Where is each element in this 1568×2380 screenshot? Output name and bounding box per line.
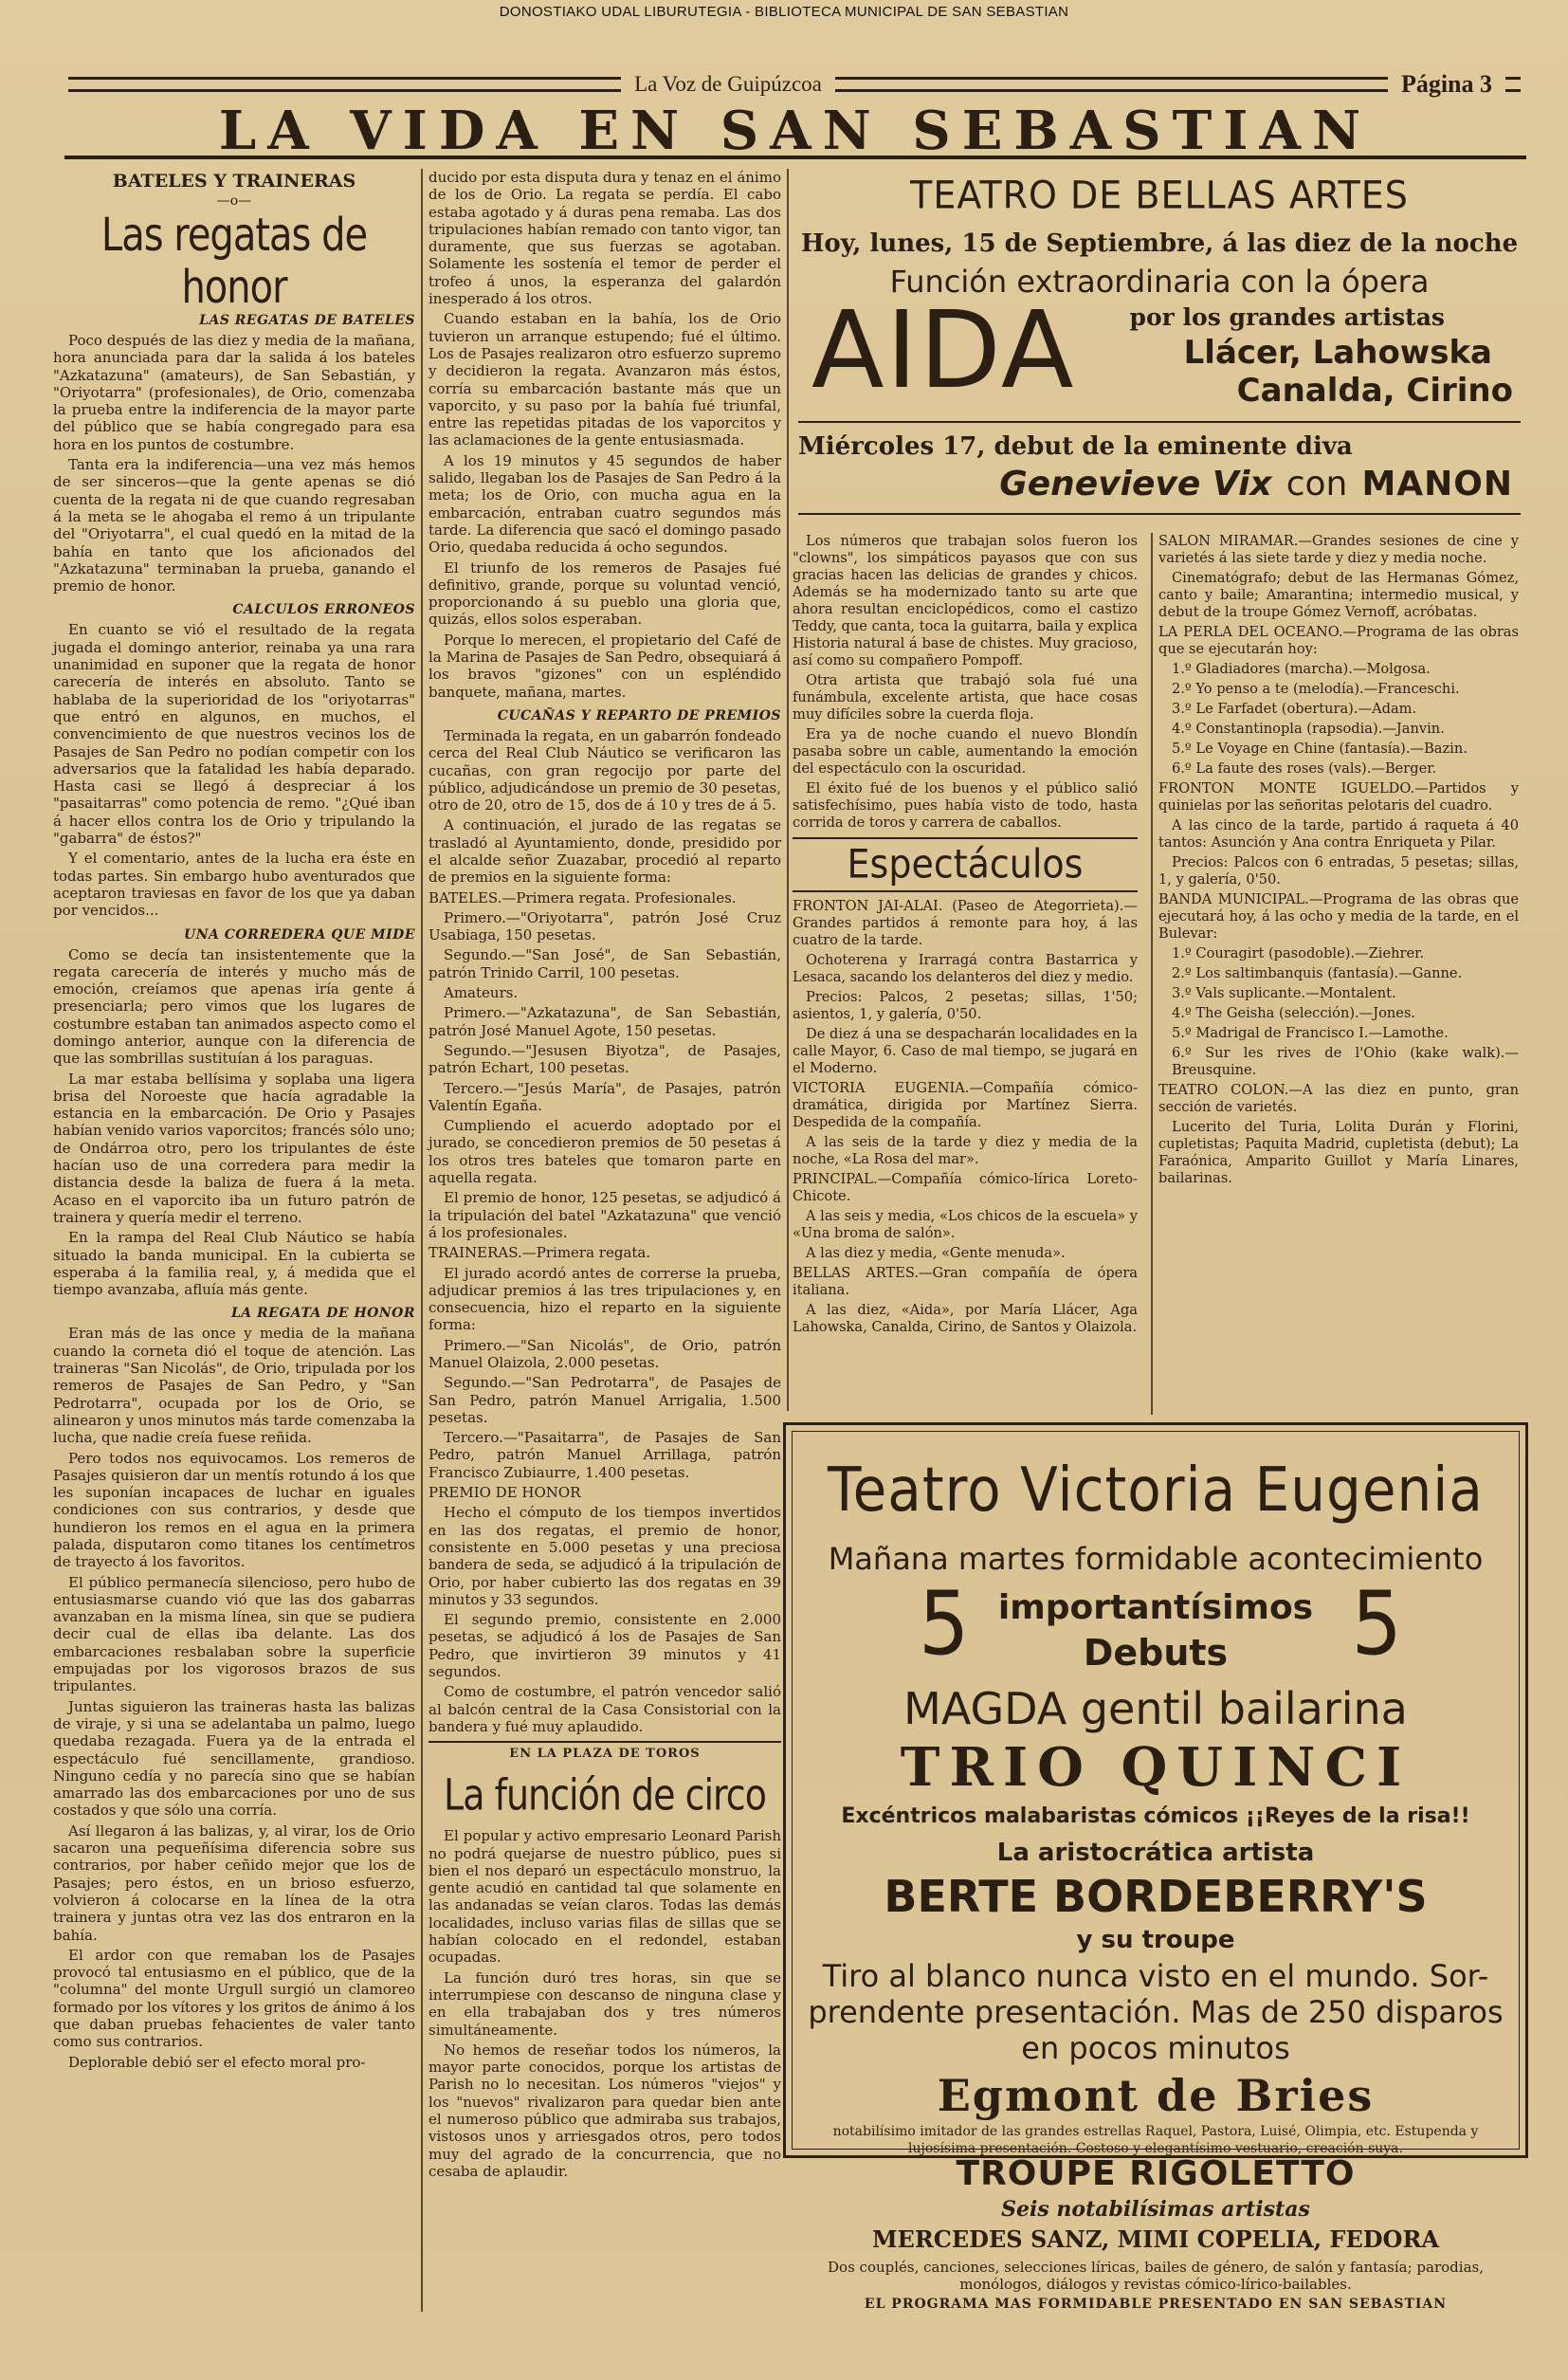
paragraph: Tanta era la indiferencia—una vez más hemos de ser sinceros—que la gente apenas se dió cuenta de la regata ni de que cuando regresaban á la meta se le ahogaba el remo á un tripulante del "Oriyotarra", el cual quedó en la mitad de la bahía en tanto que los aficionados del "Azkatazuna" terminaban la prueba, ganando el premio de honor. <box>53 456 415 595</box>
listing-entry: A las seis de la tarde y diez y media de la noche, «La Rosa del mar». <box>793 1134 1138 1167</box>
paragraph: Los números que trabajan solos fueron los "clowns", los simpáticos payasos que con sus gracias hacen las delicias de grandes y chicos. Además se ha modernizado tanto su arte que ahora resultan enciclopédicos, como el castizo Teddy, que canta, toca la guitarra, baila y explica Historia natural á base de chistes. Muy gracioso, así como su compañero Pompoff. <box>793 533 1138 668</box>
paragraph: Otra artista que trabajó sola fué una funámbula, excelente artista, que hace cosas muy difíciles sobre la cuerda floja. <box>793 672 1138 723</box>
ad-con: con <box>1285 465 1348 503</box>
ad-title: Teatro Victoria Eugenia <box>828 1454 1484 1526</box>
article-kicker: EN LA PLAZA DE TOROS <box>509 1747 701 1762</box>
paragraph: Deplorable debió ser el efecto moral pro- <box>68 2053 366 2071</box>
listing-entry: De diez á una se despacharán localidades en la calle Mayor, 6. Caso de mal tiempo, se jugará en el Moderno. <box>793 1026 1138 1076</box>
paragraph: Poco después de las diez y media de la mañana, hora anunciada para dar la salida á los bateles "Azkatazuna" (amateurs), de San Sebastián, y "Oriyotarra" (profesionales), de Orio, comenzaba la prueba entre la indiferencia de la mayor parte del público que se había congregado para esa hora en los puntos de costumbre. <box>53 332 415 453</box>
paragraph: Como de costumbre, el patrón vencedor salió al balcón central de la Casa Consistorial con la bandera y fué muy aplaudido. <box>428 1683 781 1735</box>
paragraph: Amateurs. <box>444 984 519 1002</box>
listing-entry: Precios: Palcos con 6 entradas, 5 pesetas; sillas, 1, y galería, 0'50. <box>1158 854 1519 888</box>
ad-artists-line2: Canalda, Cirino <box>1236 372 1513 410</box>
listing-entry: SALON MIRAMAR.—Grandes sesiones de cine y varietés á las siete tarde y diez y media noche. <box>1158 533 1519 566</box>
rule <box>798 421 1521 423</box>
listing-entry: 5.º Madrigal de Francisco I.—Lamothe. <box>1172 1025 1449 1041</box>
header-rule-left <box>68 77 621 92</box>
listing-entry: TEATRO COLON.—A las diez en punto, gran sección de varietés. <box>1158 1082 1519 1115</box>
ad-debut-line: Miércoles 17, debut de la eminente diva <box>798 432 1353 461</box>
listing-entry: 4.º The Geisha (selección).—Jones. <box>1172 1005 1416 1021</box>
paragraph: Era ya de noche cuando el nuevo Blondín pasaba sobre un cable, aumentando la emoción del espectáculo con la oscuridad. <box>793 726 1138 777</box>
paragraph: A continuación, el jurado de las regatas se trasladó al Ayuntamiento, donde, presidido por el alcalde señor Zuazabar, procedió al reparto de premios en la siguiente forma: <box>428 816 781 887</box>
paragraph: La función duró tres horas, sin que se interrumpiese con descanso de ninguna clase y en ella trabajaban dos y tres números simultáneamente. <box>428 1968 781 2039</box>
listing-entry: 3.º Le Farfadet (obertura).—Adam. <box>1172 701 1417 717</box>
paragraph: Como se decía tan insistentemente que la regata carecería de interés y mucho más de emoción, creíamos que apenas iría gente á presenciarla; pero vimos que los lugares de costumbre estaban tan animados aspecto como el domingo anterior, aunque con la diferencia de que las sombrillas sustituían á los paraguas. <box>53 945 415 1068</box>
rule <box>428 1741 781 1743</box>
ad-line: importantísimos <box>997 1588 1314 1627</box>
ad-number-left: 5 <box>919 1572 970 1675</box>
paragraph: El ardor con que remaban los de Pasajes provocó tal entusiasmo en el público, que de la "columna" del monte Urgull surgió un clamoreo formado por los vítores y los gritos de ánimo á los que daban pruebas fehacientes de valer tanto como sus contrarios. <box>53 1946 415 2051</box>
listing-entry: FRONTON MONTE IGUELDO.—Partidos y quinielas por las señoritas pelotaris del cuadro. <box>1158 780 1519 814</box>
ad-diva-line <box>798 465 1521 503</box>
rule <box>793 890 1138 892</box>
ad-opera-block <box>798 289 1521 412</box>
paragraph: La mar estaba bellísima y soplaba una ligera brisa del Noroeste que hacía agradable la estancia en la embarcación. De Orio y Pasajes habían venido varios vaporcitos; francés sólo uno; de Ondárroa otro, pero los tripulantes de éste hacían uso de una corredera para medir la distancia desde la baliza de fuera á la meta. Acaso en el vaporcito iba un futuro patrón de trainera y quería medir el terreno. <box>53 1070 415 1226</box>
kicker-divider: —o— <box>216 193 252 209</box>
listing-entry: 1.º Gladiadores (marcha).—Molgosa. <box>1172 661 1431 677</box>
listing-entry: 2.º Los saltimbanquis (fantasía).—Ganne. <box>1172 965 1463 981</box>
ad-number-right: 5 <box>1351 1572 1402 1675</box>
ad-line: EL PROGRAMA MAS FORMIDABLE PRESENTADO EN SAN SEBASTIAN <box>864 2297 1448 2312</box>
section-masthead <box>64 100 1526 162</box>
ad-line: Debuts <box>1083 1632 1229 1674</box>
paragraph: El público permanecía silencioso, pero hubo de entusiasmarse cuando vió que las dos gabarras avanzaban en la misma línea, sin que se pudiera decir cual de ellas iba delante. Las dos embarcaciones resbalaban sobre la superficie empujadas por los vigorosos brazos de sus tripulantes. <box>53 1573 415 1695</box>
subheading: LA REGATA DE HONOR <box>230 1306 415 1322</box>
subheading: CUCAÑAS Y REPARTO DE PREMIOS <box>497 707 781 723</box>
page-header <box>68 70 1521 99</box>
archive-header: DONOSTIAKO UDAL LIBURUTEGIA - BIBLIOTECA MUNICIPAL DE SAN SEBASTIAN <box>499 4 1069 20</box>
paragraph: El popular y activo empresario Leonard Parish no podrá quejarse de nuestro público, pues si bien el nos deparó un espectáculo monstruo, la gente acudió en cantidad tal que solamente en las andanadas se veían claros. Todas las demás localidades, incluso varias filas de sillas que se habían colocado en el redondel, estaban ocupadas. <box>428 1827 781 1967</box>
paragraph: Hecho el cómputo de los tiempos invertidos en las dos regatas, el premio de honor, consistente en 5.000 pesetas y una preciosa bandera de seda, se adjudicó á la tripulación de Orio, por haber cubierto las dos regatas en 39 minutos y 33 segundos. <box>428 1504 781 1608</box>
paragraph: PREMIO DE HONOR <box>428 1484 581 1502</box>
listing-entry: A las diez y media, «Gente menuda». <box>806 1245 1066 1261</box>
ad-line: notabilísimo imitador de las grandes estrellas Raquel, Pastora, Luisé, Olimpia, etc. Estupenda y lujosísima presentación. Costoso y elegantísimo vestuario, creación suya. <box>832 2124 1479 2156</box>
column-right-b <box>1158 533 1519 1190</box>
ad-line: Excéntricos malabaristas cómicos ¡¡Reyes de la risa!! <box>841 1804 1470 1828</box>
listings-title: Espectáculos <box>847 840 1084 888</box>
paragraph: Tercero.—"Jesús María", de Pasajes, patrón Valentín Egaña. <box>428 1079 781 1114</box>
ad-line: TROUPE RIGOLETTO <box>956 2154 1356 2193</box>
listing-entry: Cinematógrafo; debut de las Hermanas Gómez, canto y baile; Amarantina; intermedio musical, y debut de la troupe Gómez Vernoff, acróbatas. <box>1158 570 1519 620</box>
listing-entry: 2.º Yo penso a te (melodía).—Franceschi. <box>1172 681 1460 697</box>
paragraph: Porque lo merecen, el propietario del Café de la Marina de Pasajes de San Pedro, obsequiará á los bravos "gizones" con un espléndido banquete, mañana, martes. <box>428 631 781 701</box>
article-title: Las regatas de honor <box>100 209 368 315</box>
ad-line: TRIO QUINCI <box>900 1736 1412 1799</box>
bellas-artes-ad <box>798 174 1521 515</box>
listing-entry: 3.º Vals suplicante.—Montalent. <box>1172 985 1396 1001</box>
paragraph: Así llegaron á las balizas, y, al virar, los de Orio sacaron una pequeñísima diferencia sobre sus contrarios, por haber ceñido mejor que los de Pasajes; pero éstos, en un brioso esfuerzo, volvieron á colocarse en la línea de la otra trainera y juntas otra vez las dos entraron en la bahía. <box>53 1822 415 1944</box>
subheading: LAS REGATAS DE BATELES <box>199 313 415 328</box>
column-middle <box>428 169 781 2183</box>
listing-entry: LA PERLA DEL OCEANO.—Programa de las obras que se ejecutarán hoy: <box>1158 624 1519 657</box>
paragraph: Cumpliendo el acuerdo adoptado por el jurado, se concedieron premios de 50 pesetas á los otros tres bateles que tomaron parte en aquella regata. <box>428 1117 781 1187</box>
paragraph: Segundo.—"Jesusen Biyotza", de Pasajes, patrón Echart, 100 pesetas. <box>428 1041 781 1077</box>
paragraph: El éxito fué de los buenos y el público salió satisfechísimo, pues había visto de todo, hasta corrida de toros y carrera de caballos. <box>793 780 1138 831</box>
ad-line: MERCEDES SANZ, MIMI COPELIA, FEDORA <box>871 2225 1440 2253</box>
paragraph: Tercero.—"Pasaitarra", de Pasajes de San Pedro, patrón Manuel Arrillaga, patrón Francisco Zubiaurre, 1.400 pesetas. <box>428 1429 781 1481</box>
subheading: UNA CORREDERA QUE MIDE <box>183 926 415 943</box>
ad-line: Seis notabilísimas artistas <box>1001 2197 1310 2222</box>
paragraph: Y el comentario, antes de la lucha era éste en todas partes. Sin embargo hubo aventurados que aceptaron traviesas en favor de los que ya daban por vencidos... <box>53 850 415 920</box>
listing-entry: A las diez, «Aida», por María Llácer, Aga Lahowska, Canalda, Cirino, de Santos y Olaizola. <box>793 1302 1138 1335</box>
ad-artists-line1: Llácer, Lahowska <box>1183 334 1492 372</box>
ad-line: Dos couplés, canciones, selecciones líricas, bailes de género, de salón y fantasía; parodias, monólogos, diálogos y revistas cómico-lírico-bailables. <box>828 2259 1484 2293</box>
ad-opera-title: AIDA <box>811 289 1076 412</box>
article-title: La función de circo <box>444 1769 766 1821</box>
paragraph: Segundo.—"San Pedrotarra", de Pasajes de San Pedro, patrón Manuel Arrigalia, 1.500 pesetas. <box>428 1374 781 1426</box>
ad-lower <box>783 2154 1528 2312</box>
listing-entry: BANDA MUNICIPAL.—Programa de las obras que ejecutará hoy, á las ocho y media de la tarde, en el Bulevar: <box>1158 891 1519 942</box>
rule <box>798 513 1521 515</box>
ad-line: BERTE BORDEBERRY'S <box>884 1871 1428 1922</box>
listing-entry: BELLAS ARTES.—Gran compañía de ópera italiana. <box>793 1265 1138 1298</box>
ad-manon: MANON <box>1361 465 1513 503</box>
ad-diva-name: Genevieve Vix <box>999 465 1272 503</box>
listing-entry: 4.º Constantinopla (rapsodia).—Janvin. <box>1172 721 1445 737</box>
listing-entry: 1.º Couragirt (pasodoble).—Ziehrer. <box>1172 945 1425 961</box>
listing-entry: Lucerito del Turia, Lolita Durán y Florini, cupletistas; Paquita Madrid, cupletista (debut); La Faraónica, Amparito Guillot y María Linares, bailarinas. <box>1158 1119 1519 1186</box>
listing-entry: Ochoterena y Irarragá contra Bastarrica y Lesaca, sacando los delanteros del diez y medio. <box>793 952 1138 985</box>
paragraph: Cuando estaban en la bahía, los de Orio tuvieron un arranque estupendo; fué el último. Los de Pasajes realizaron otro esfuerzo supremo y decidieron la regata. Avanzaron más éstos, corría su embarcación bastante más que un vaporcito, y su paso por la bahía fué triunfal, entre las repetidas pitadas de los vaporcitos y las aclamaciones de la gente entusiasmada. <box>428 310 781 449</box>
header-rule-end <box>1505 77 1521 92</box>
paragraph: Eran más de las once y media de la mañana cuando la corneta dió el toque de atención. Las traineras "San Nicolás", de Orio, tripulada por los remeros de Pasajes de San Pedro, y "San Pedrotarra", ocupada por los de Orio, se alinearon y unos minutos más tarde comenzaba la lucha, que nadie creía fuese reñida. <box>53 1325 415 1447</box>
header-rule-right <box>835 77 1388 92</box>
victoria-eugenia-ad <box>783 1422 1528 2158</box>
paragraph: El triunfo de los remeros de Pasajes fué definitivo, grande, porque su voluntad venció, proporcionando á su pueblo una gloria que, quizás, ellos solos esperaban. <box>428 558 781 629</box>
rule <box>793 837 1138 839</box>
ad-theatre-name: TEATRO DE BELLAS ARTES <box>910 173 1409 218</box>
column-divider <box>1151 533 1153 1415</box>
column-divider <box>421 169 423 2312</box>
paragraph: En la rampa del Real Club Náutico se había situado la banda municipal. En la cubierta se esperaba á la familia real, y, á medida que el tiempo avanzaba, afluía más gente. <box>53 1229 415 1299</box>
article-kicker: BATELES Y TRAINERAS <box>112 171 356 192</box>
paragraph: A los 19 minutos y 45 segundos de haber salido, llegaban los de Pasajes de San Pedro á la meta; los de Orio, con mucha agua en la embarcación, entraban cuatro segundos más tarde. La diferencia que sacó el domingo pasado Orio, quedaba reducida á ocho segundos. <box>428 451 781 557</box>
paragraph: Segundo.—"San José", de San Sebastián, patrón Trinido Carril, 100 pesetas. <box>428 946 781 981</box>
masthead-title: LA VIDA EN SAN SEBASTIAN <box>218 100 1373 162</box>
column-right-a <box>793 533 1138 1339</box>
ad-function: Función extraordinaria con la ópera <box>889 264 1430 300</box>
listing-entry: A las seis y media, «Los chicos de la escuela» y «Una broma de salón». <box>793 1208 1138 1241</box>
paragraph: Terminada la regata, en un gabarrón fondeado cerca del Real Club Náutico se verificaron las cucañas, con gran regocijo por parte del público, adjudicándose un premio de 30 pesetas, otro de 20, otro de 15, dos de á 10 y tres de á 5. <box>428 726 782 815</box>
ad-line: MAGDA gentil bailarina <box>903 1683 1408 1734</box>
paragraph: Primero.—"San Nicolás", de Orio, patrón Manuel Olaizola, 2.000 pesetas. <box>428 1336 781 1371</box>
listing-entry: FRONTON JAI-ALAI. (Paseo de Ategorrieta).—Grandes partidos á remonte para hoy, á las cuatro de la tarde. <box>793 898 1138 948</box>
ad-line: Egmont de Bries <box>937 2070 1375 2121</box>
column-divider <box>787 169 789 1411</box>
paragraph: Juntas siguieron las traineras hasta las balizas de viraje, y si una se adelantaba un palmo, luego quedaba rezagada. Fuera ya de la entrada el espectáculo fué sencillamente, grandioso. Ninguno cedía y no parecía sino que se habían amarrado las dos embarcaciones por uno de sus costados y que sólo una corría. <box>53 1697 415 1820</box>
listing-entry: 6.º La faute des roses (vals).—Berger. <box>1172 760 1437 777</box>
ad-line: y su troupe <box>1076 1926 1235 1954</box>
paragraph: El premio de honor, 125 pesetas, se adjudicó á la tripulación del batel "Azkatazuna" que venció á los profesionales. <box>428 1189 781 1241</box>
paragraph: Pero todos nos equivocamos. Los remeros de Pasajes quisieron dar un mentís rotundo á los que les suponían incapaces de luchar en iguales condiciones con sus contrarios, y desde que hundieron los remos en el agua en la primera palada, disputaron como titanes los centímetros de trayecto á los favoritos. <box>53 1449 415 1571</box>
listing-entry: 6.º Sur les rives de l'Ohio (kake walk).—Breusquine. <box>1172 1045 1519 1078</box>
page-number: Página 3 <box>1400 70 1493 98</box>
paragraph: BATELES.—Primera regata. Profesionales. <box>428 888 737 906</box>
ad-by-line: por los grandes artistas <box>1129 303 1445 331</box>
listing-entry: Precios: Palcos, 2 pesetas; sillas, 1'50; asientos, 1, y galería, 0'50. <box>793 989 1138 1022</box>
paragraph: El jurado acordó antes de correrse la prueba, adjudicar premios á las tres tripulaciones y, en consecuencia, hizo el reparto en la siguiente forma: <box>428 1264 781 1334</box>
paragraph: En cuanto se vió el resultado de la regata jugada el domingo anterior, reinaba ya una rara unanimidad en suponer que la regata de honor carecería de interés en absoluto. Tanto se hablaba de la superioridad de los "oriyotarras" que entró en algunos, en muchos, el convencimiento de que nuestros vecinos los de Pasajes de San Pedro no podían competir con los adversarios que la fatalidad les había deparado. Hasta casi se llegó á despreciar á los "pasaitarras" como potencia de remo. "¿Qué iban á hacer ellos contra los de Orio y tripulando la "gabarra" de éstos?" <box>53 621 415 848</box>
ad-line: en pocos minutos <box>1021 2030 1290 2066</box>
listing-entry: PRINCIPAL.—Compañía cómico-lírica Loreto-Chicote. <box>793 1171 1138 1204</box>
paragraph: ducido por esta disputa dura y tenaz en el ánimo de los de Orio. La regata se perdía. El cabo estaba agotado y á duras pena remaba. Las dos tripulaciones habían remado con tanto vigor, tan duramente, que sus fuerzas se agotaban. Solamente les sostenía el temor de perder el trofeo á unos, la esperanza del galardón inesperado á los otros. <box>428 169 781 308</box>
newspaper-name: La Voz de Guipúzcoa <box>634 72 822 96</box>
subheading: CALCULOS ERRONEOS <box>232 602 415 618</box>
listing-entry: VICTORIA EUGENIA.—Compañía cómico-dramática, dirigida por Martínez Sierra. Despedida de la compañía. <box>793 1080 1138 1130</box>
column-left <box>53 169 415 2074</box>
paragraph: TRAINERAS.—Primera regata. <box>428 1244 651 1262</box>
paragraph: El segundo premio, consistente en 2.000 pesetas, se adjudicó á los de Pasajes de San Pedro, que invirtieron 39 minutos y 41 segundos. <box>428 1611 781 1681</box>
ad-line: Tiro al blanco nunca visto en el mundo. Sor- <box>822 1958 1489 1994</box>
ad-line: La aristocrática artista <box>996 1839 1315 1867</box>
paragraph: Primero.—"Azkatazuna", de San Sebastián, patrón José Manuel Agote, 150 pesetas. <box>428 1004 781 1039</box>
paragraph: Primero.—"Oriyotarra", patrón José Cruz Usabiaga, 150 pesetas. <box>428 908 781 944</box>
ad-line: prendente presentación. Mas de 250 disparos <box>808 1994 1504 2030</box>
ad-date: Hoy, lunes, 15 de Septiembre, á las diez de la noche <box>800 229 1519 258</box>
ad-line: Mañana martes formidable acontecimiento <box>828 1541 1484 1577</box>
paragraph: No hemos de reseñar todos los números, la mayor parte conocidos, porque los artistas de Parish no lo necesitan. Los números "viejos" y los "nuevos" rivalizaron para quedar bien ante el numeroso público que admiraba sus trabajos, vistosos unos y arriesgados otros, pero todos muy del agrado de la concurrencia, que no cesaba de aplaudir. <box>428 2041 781 2180</box>
listing-entry: A las cinco de la tarde, partido á raqueta á 40 tantos: Asunción y Ana contra Enriqueta y Pilar. <box>1158 817 1519 851</box>
listing-entry: 5.º Le Voyage en Chine (fantasía).—Bazin. <box>1172 741 1468 757</box>
